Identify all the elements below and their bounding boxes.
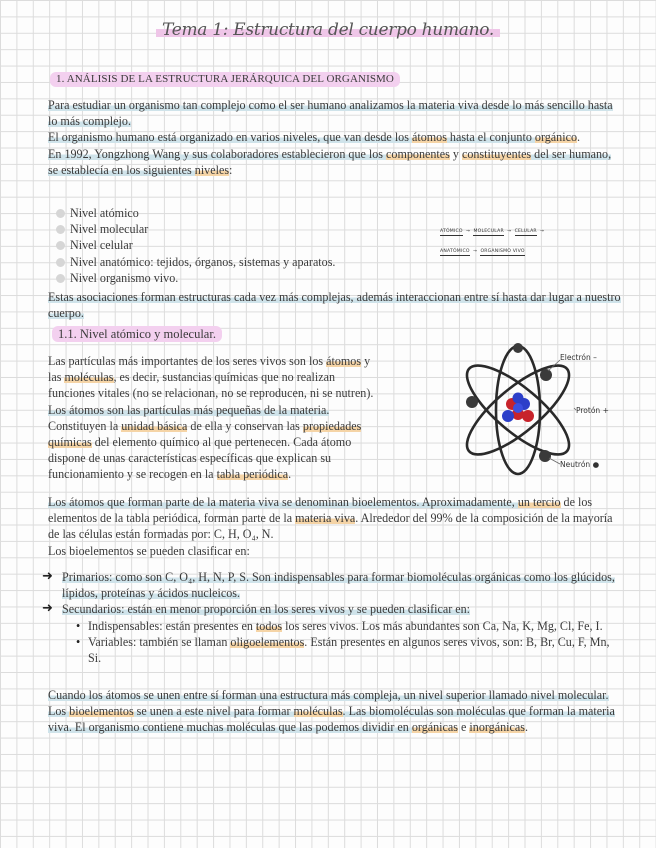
list-item: Nivel celular — [50, 237, 430, 253]
diagram-row-2: ANATÓMICO → ORGANISMO VIVO — [440, 249, 525, 254]
atom-text: Las partículas más importantes de los seres vivos son los átomos y las moléculas, es decir, sustancias químicas que no realizan funciones vitales (no se relacionan, no se reproducen, ni se nutren). Los átomos son las partículas más pequeñas de la materia. Constituyen la unidad básica de ella y conservan las propiedades químicas del elemento químico al que pertenecen. Cada átomo dispone de unas características específicas que explican su funcionamiento y se recogen en la tabla periódica. — [48, 354, 374, 482]
levels-list — [50, 205, 430, 286]
proton-label: Protón + — [576, 406, 609, 415]
arrow-icon: ➜ — [42, 601, 53, 617]
electron-label: Electrón – — [560, 353, 597, 362]
paragraph-7: Cuando los átomos se unen entre sí forman una estructura más compleja, un nivel superior llamado nivel molecular. Los bioelementos se unen a este nivel para formar moléculas. Las biomoléculas son moléculas que forman la materia viva. El organismo contiene muchas moléculas que las podemos dividir en orgánicas e inorgánicas. — [48, 688, 615, 735]
diagram-row-1: ATÓMICO → MOLECULAR → CELULAR → — [440, 229, 545, 234]
list-item-secundarios: ➜ Secundarios: están en menor proporción en los seres vivos y se pueden clasificar en: — [42, 601, 471, 617]
paragraph-4: Estas asociaciones forman estructuras cada vez más complejas, además interaccionan entre sí hasta dar lugar a nuestro cuerpo. — [48, 290, 621, 321]
list-item-variables: • Variables: también se llaman oligoelementos. Están presentes en algunos seres vivos, son: B, Br, Cu, F, Mn, Si. — [74, 634, 622, 666]
intro-text — [48, 97, 622, 178]
list-item-primarios: ➜ Primarios: como son C, O₄, H, N, P, S. Son indispensables para formar biomoléculas orgánicas como los glúcidos, lípidos, proteínas y ácidos nucleicos. — [42, 569, 615, 601]
arrow-icon: ➜ — [42, 569, 53, 584]
paragraph-1: Para estudiar un organismo tan complejo como el ser humano analizamos la materia viva desde lo más sencillo hasta lo más complejo. — [48, 98, 613, 129]
paragraph-6: Los bioelementos se pueden clasificar en: — [48, 543, 250, 558]
list-item: Nivel organismo vivo. — [50, 270, 430, 286]
neutron-label: Neutrón ● — [560, 460, 600, 469]
section-heading-1-1: 1.1. Nivel atómico y molecular. — [52, 326, 222, 342]
list-item-indispensables: • Indispensables: están presentes en todos los seres vivos. Los más abundantes son Ca, Na, K, Mg, Cl, Fe, I. — [74, 618, 622, 634]
classification-list — [42, 569, 622, 666]
nucleus — [502, 393, 534, 423]
list-item: Nivel molecular — [50, 221, 430, 237]
atom-illustration — [448, 338, 618, 480]
paragraph-3: En 1992, Yongzhong Wang y sus colaboradores establecieron que los componentes y constituyentes del ser humano, se establecía en los siguientes niveles: — [48, 146, 612, 177]
paragraph-2: El organismo humano está organizado en varios niveles, que van desde los átomos hasta el conjunto orgánico. — [48, 130, 581, 145]
hierarchy-diagram — [436, 218, 586, 258]
paragraph-5: Los átomos que forman parte de la materia viva se denominan bioelementos. Aproximadamente, un tercio de los elementos de la tabla periódica, forman parte de la materia viva. Alrededor del 99% de la composición de la mayoría de las células están formadas por: C, H, O₄, N. Los bioelementos se pueden clasificar en: — [48, 494, 622, 559]
list-item: Nivel anatómico: tejidos, órganos, sistemas y aparatos. — [50, 254, 430, 270]
section-heading-1: 1. ANÁLISIS DE LA ESTRUCTURA JERÁRQUICA DEL ORGANISMO — [50, 72, 400, 87]
page-title: Tema 1: Estructura del cuerpo humano. — [0, 22, 656, 38]
list-item: Nivel atómico — [50, 205, 430, 221]
